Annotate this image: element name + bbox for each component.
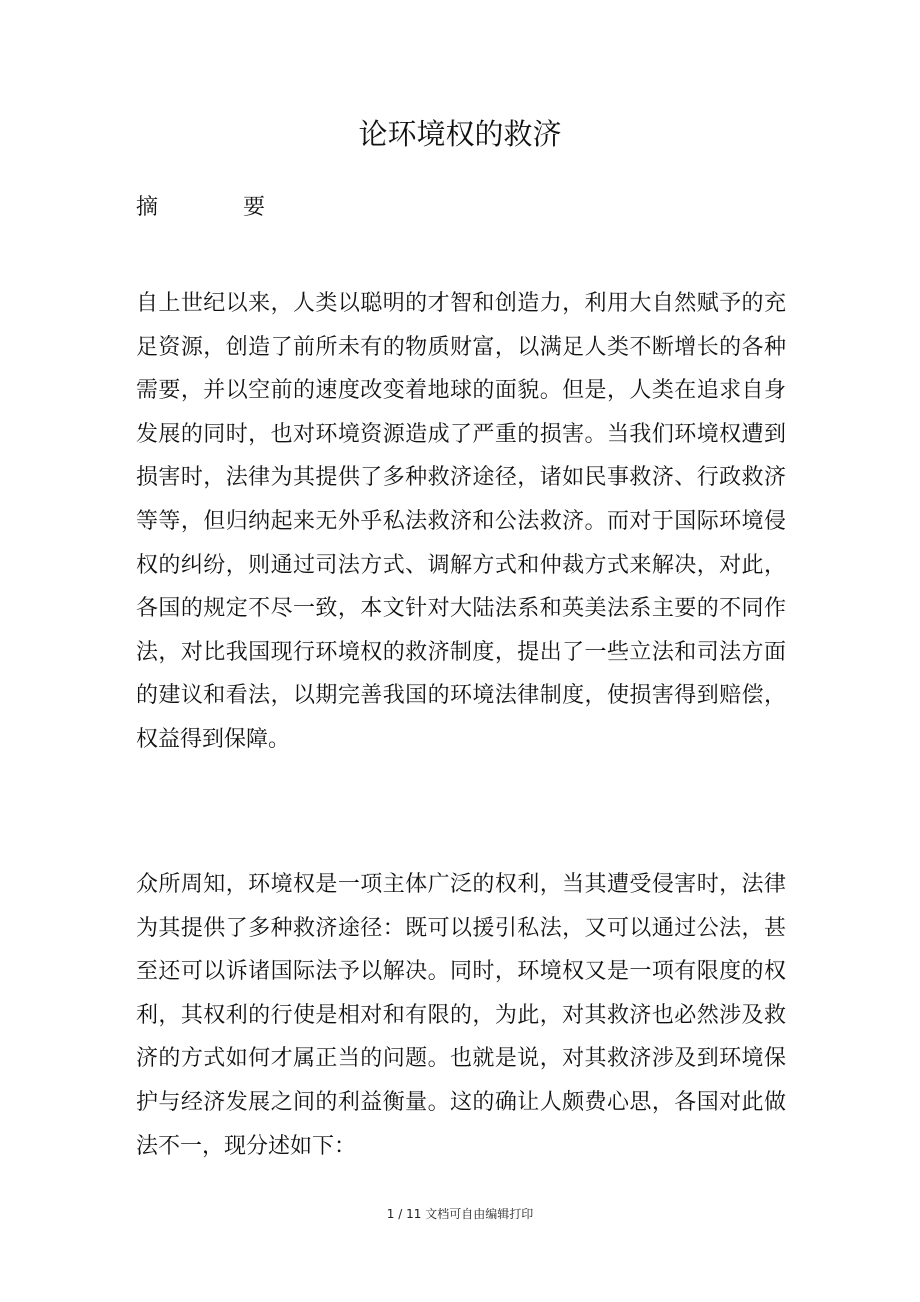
abstract-heading-char-1: 摘 (136, 195, 159, 220)
page-footer: 1 / 11 文档可自由编辑打印 (386, 1207, 534, 1221)
body-paragraph: 众所周知，环境权是一项主体广泛的权利，当其遭受侵害时，法律为其提供了多种救济途径：既可以援引私法，又可以通过公法，甚至还可以诉诸国际法予以解决。同时，环境权又是一项有限度的权利，其权利的行使是相对和有限的，为此，对其救济也必然涉及救济的方式如何才属正当的问题。也就是说，对其救济涉及到环境保护与经济发展之间的利益衡量。这的确让人颇费心思，各国对此做法不一，现分述如下： (136, 872, 786, 1159)
abstract-paragraph: 自上世纪以来，人类以聪明的才智和创造力，利用大自然赋予的充足资源，创造了前所未有的物质财富，以满足人类不断增长的各种需要，并以空前的速度改变着地球的面貌。但是，人类在追求自身发展的同时，也对环境资源造成了严重的损害。当我们环境权遭到损害时，法律为其提供了多种救济途径，诸如民事救济、行政救济等等，但归纳起来无外乎私法救济和公法救济。而对于国际环境侵权的纠纷，则通过司法方式、调解方式和仲裁方式来解决，对此，各国的规定不尽一致，本文针对大陆法系和英美法系主要的不同作法，对比我国现行环境权的救济制度，提出了一些立法和司法方面的建议和看法，以期完善我国的环境法律制度，使损害得到赔偿，权益得到保障。 (136, 291, 786, 752)
abstract-heading-char-2: 要 (243, 195, 266, 220)
document-title: 论环境权的救济 (358, 117, 562, 151)
